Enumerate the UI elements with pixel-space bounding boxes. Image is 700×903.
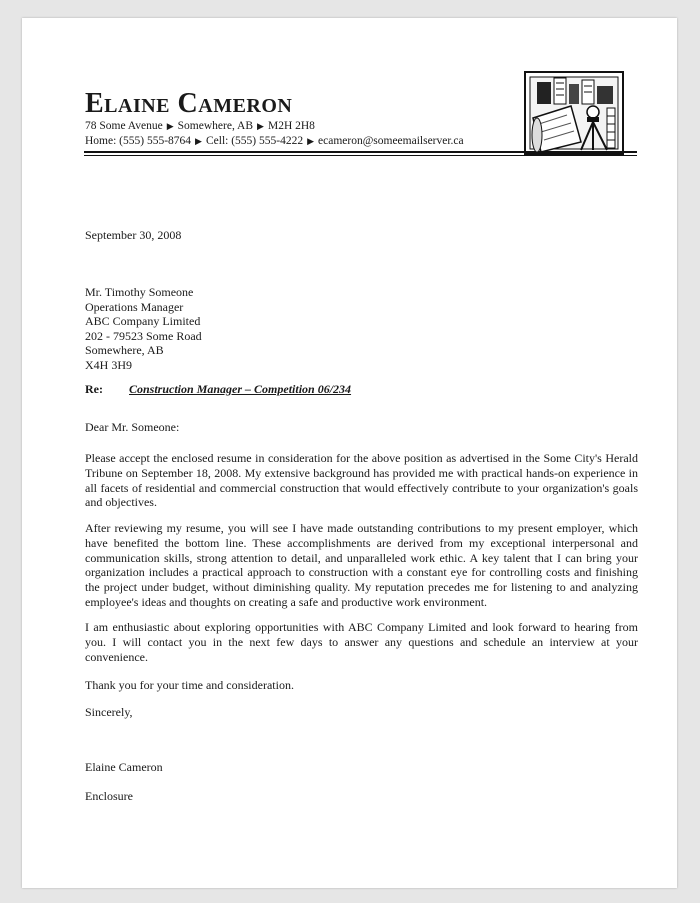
cell-phone: Cell: (555) 555-4222	[205, 135, 304, 147]
triangle-right-icon: ▶	[307, 136, 314, 146]
contact-line-address	[85, 119, 315, 133]
enclosure-note: Enclosure	[85, 789, 133, 803]
recipient-title: Operations Manager	[85, 299, 184, 314]
home-phone: Home: (555) 555-8764	[85, 135, 192, 147]
signer-name: Elaine Cameron	[85, 760, 163, 774]
triangle-right-icon: ▶	[195, 136, 202, 146]
triangle-right-icon: ▶	[257, 121, 264, 131]
email-address: ecameron@someemailserver.ca	[318, 135, 464, 147]
recipient-name: Mr. Timothy Someone	[85, 285, 194, 299]
address-city: Somewhere, AB	[177, 120, 254, 132]
recipient-postal: X4H 3H9	[85, 357, 132, 372]
recipient-address-block	[85, 285, 202, 372]
body-paragraph: Please accept the enclosed resume in consideration for the above position as advertised in the Some City's Herald Tribune on September 18, 2008. My extensive background has provided me with practical hands-on experience in all facets of residential and commercial construction that would effectively contribute to your organization's goals and objectives.	[85, 451, 638, 510]
salutation: Dear Mr. Someone:	[85, 420, 180, 434]
contact-line-phones	[85, 134, 464, 148]
letter-date: September 30, 2008	[85, 228, 182, 242]
body-paragraph: I am enthusiastic about exploring opportunities with ABC Company Limited and look forward to hearing from you. I will contact you in the next few days to answer any questions and schedule an interview at your convenience.	[85, 620, 638, 664]
subject-label: Re:	[85, 382, 103, 396]
address-postal: M2H 2H8	[267, 120, 315, 132]
sender-name: Elaine Cameron	[85, 88, 293, 119]
closing: Sincerely,	[85, 705, 133, 719]
subject-text: Construction Manager – Competition 06/234	[129, 382, 352, 396]
body-paragraph: Thank you for your time and consideration.	[85, 678, 294, 692]
body-paragraph: After reviewing my resume, you will see I have made outstanding contributions to my present employer, which have benefited the bottom line. These accomplishments are derived from my exceptional interpersonal and communication skills, strong attention to detail, and unparalleled work ethic. A key talent that I can bring your organization includes a practical approach to construction with a constant eye for controlling costs and finishing the project under budget, without diminishing quality. My reputation precedes me for listening to and analyzing employee's ideas and thoughts on creating a safe and productive work environment.	[85, 521, 638, 609]
letter-page	[22, 18, 677, 888]
recipient-company: ABC Company Limited	[85, 314, 201, 328]
construction-blueprint-logo	[519, 68, 629, 158]
recipient-street: 202 - 79523 Some Road	[85, 328, 202, 343]
address-street: 78 Some Avenue	[85, 120, 163, 132]
triangle-right-icon: ▶	[166, 121, 174, 131]
recipient-city: Somewhere, AB	[85, 343, 164, 357]
subject-line	[85, 382, 351, 397]
